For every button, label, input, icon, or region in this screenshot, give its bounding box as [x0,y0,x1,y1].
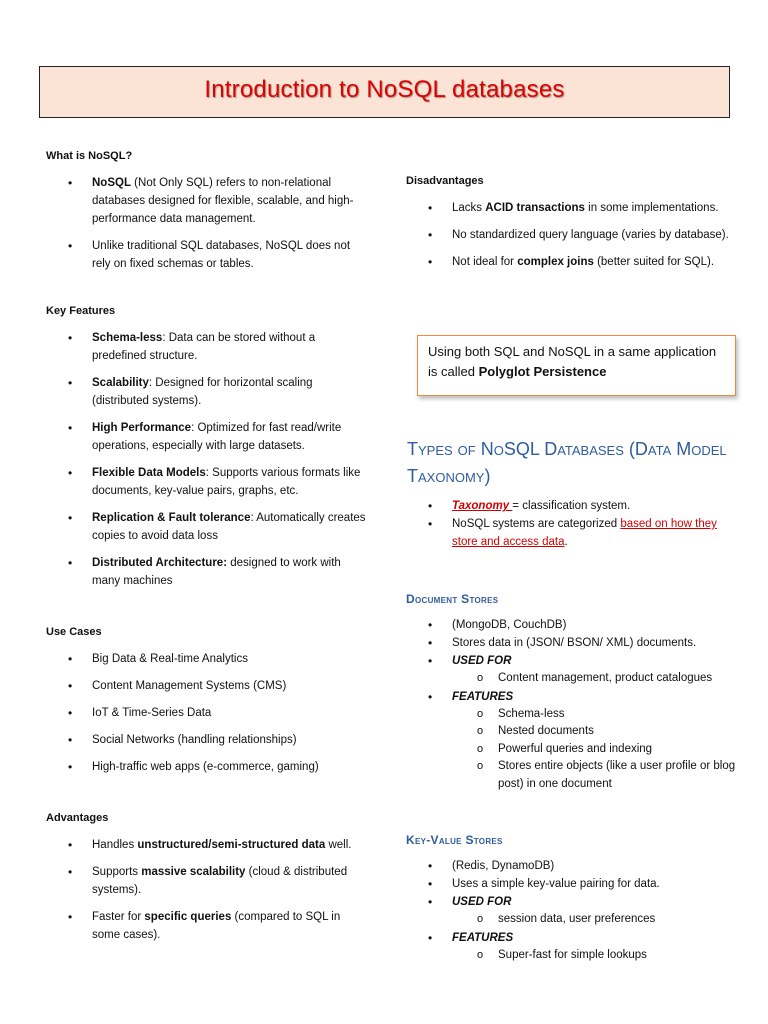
list-item [406,688,736,794]
feature-term: High Performance [92,422,192,434]
feature-text: : Optimized for fast read/write operations, especially with large datasets. [92,422,342,452]
list-item-text: Handles [92,839,138,851]
feature-text: : Automatically creates copies to avoid data loss [92,512,366,542]
polyglot-callout [417,335,736,396]
types-list [406,497,736,551]
list-item [406,893,736,929]
list-item [406,515,736,551]
list-item [406,929,736,965]
sub-list-item: o Schema-less [452,706,736,724]
list-item-text: well. [325,839,352,851]
disadvantages-list [406,199,736,271]
list-item-text: Faster for [92,911,145,923]
types-heading: Types of NoSQL Databases (Data Model Taxonomy) [407,439,727,486]
list-item [406,497,736,515]
callout-plain: Using both SQL and NoSQL in a same application is called [428,344,717,379]
list-item [46,237,366,273]
disadvantages-heading: Disadvantages [406,175,484,187]
list-item-text: Supports [92,866,142,878]
feature-term: Schema-less [92,332,163,344]
feature-text: : Data can be stored without a predefined structure. [92,332,316,362]
feature-term: Distributed Architecture: [92,557,228,569]
key-value-stores-list [406,857,736,964]
list-item: • No standardized query language (varies by database). [406,226,736,244]
list-item [406,652,736,688]
title-box [39,66,730,118]
highlighted-phrase: based on how they store and access data [452,518,717,548]
features-label: FEATURES [452,931,514,944]
list-item [46,464,366,500]
feature-text: : Designed for horizontal scaling (distributed systems). [92,377,313,407]
nosql-term: NoSQL [92,177,131,189]
list-item [46,908,366,944]
taxonomy-term: Taxonomy [452,500,513,512]
feature-term: Replication & Fault tolerance [92,512,251,524]
list-item-text: Not ideal for [452,256,518,268]
list-item: • Big Data & Real-time Analytics [46,650,366,668]
features-sublist [406,706,736,794]
used-for-label: USED FOR [452,896,512,908]
list-item: • IoT & Time-Series Data [46,704,366,722]
disadvantages-section [406,175,736,271]
sub-list-item: o Powerful queries and indexing [452,741,736,759]
list-item-text: (cloud & distributed systems). [92,866,348,896]
sub-list-item: o Super-fast for simple lookups [452,947,736,965]
list-item [46,329,366,365]
list-item-text: NoSQL systems are categorized [452,518,621,530]
list-item-text: (Not Only SQL) refers to non-relational databases designed for flexible, scalable, and high-performance data management. [92,177,354,225]
sub-list-item: o session data, user preferences [452,911,736,929]
list-item [46,509,366,545]
list-item-text: (compared to SQL in some cases). [92,911,341,941]
what-is-list [46,174,366,273]
list-item [46,554,366,590]
use-cases-list [46,650,366,776]
features-label: FEATURES [452,690,514,703]
list-item-text: . [564,536,568,548]
list-item-text: in some implementations. [584,202,719,214]
feature-text: : Supports various formats like documents, key-value pairs, graphs, etc. [92,467,361,497]
list-item [46,374,366,410]
list-item-text: = classification system. [512,500,631,512]
what-is-heading: What is NoSQL? [46,150,133,162]
used-for-sublist [406,670,736,688]
list-item [46,863,366,899]
feature-text: designed to work with many machines [92,557,341,587]
list-item: • (MongoDB, CouchDB) [406,616,736,634]
emphasis: specific queries [144,911,232,923]
document-stores-heading: Document Stores [406,592,499,606]
list-item: • Social Networks (handling relationships) [46,731,366,749]
advantages-list [46,836,366,944]
list-item [46,836,366,854]
callout-emphasis: Polyglot Persistence [478,364,607,379]
emphasis: unstructured/semi-structured data [137,839,326,851]
feature-term: Flexible Data Models [92,467,206,479]
callout-text [428,342,727,382]
key-value-stores-heading: Key-Value Stores [406,833,503,847]
feature-term: Scalability [92,377,149,389]
list-item [46,419,366,455]
list-item [406,253,736,271]
sub-list-item: o Content management, product catalogues [452,670,736,688]
key-features-list [46,329,366,590]
list-item: • Stores data in (JSON/ BSON/ XML) documents. [406,634,736,652]
emphasis: massive scalability [141,866,246,878]
sub-list-item: o Nested documents [452,723,736,741]
emphasis: ACID transactions [485,202,585,214]
list-item [46,174,366,228]
list-item: • (Redis, DynamoDB) [406,857,736,875]
list-item-text: (better suited for SQL). [593,256,715,268]
types-section [406,497,736,964]
used-for-sublist [406,911,736,929]
advantages-heading: Advantages [46,812,109,824]
features-sublist [406,947,736,965]
list-item-text: Lacks [452,202,486,214]
list-item-text: Unlike traditional SQL databases, NoSQL does not rely on fixed schemas or tables. [92,240,351,270]
document-stores-list [406,616,736,793]
list-item: • Content Management Systems (CMS) [46,677,366,695]
left-column [46,150,366,944]
list-item [406,199,736,217]
page-title: Introduction to NoSQL databases [204,76,565,103]
sub-list-item: o Stores entire objects (like a user profile or blog post) in one document [452,758,736,793]
list-item: • High-traffic web apps (e-commerce, gaming) [46,758,366,776]
use-cases-heading: Use Cases [46,626,102,638]
list-item: • Uses a simple key-value pairing for data. [406,875,736,893]
emphasis: complex joins [517,256,594,268]
key-features-heading: Key Features [46,305,116,317]
used-for-label: USED FOR [452,655,512,667]
